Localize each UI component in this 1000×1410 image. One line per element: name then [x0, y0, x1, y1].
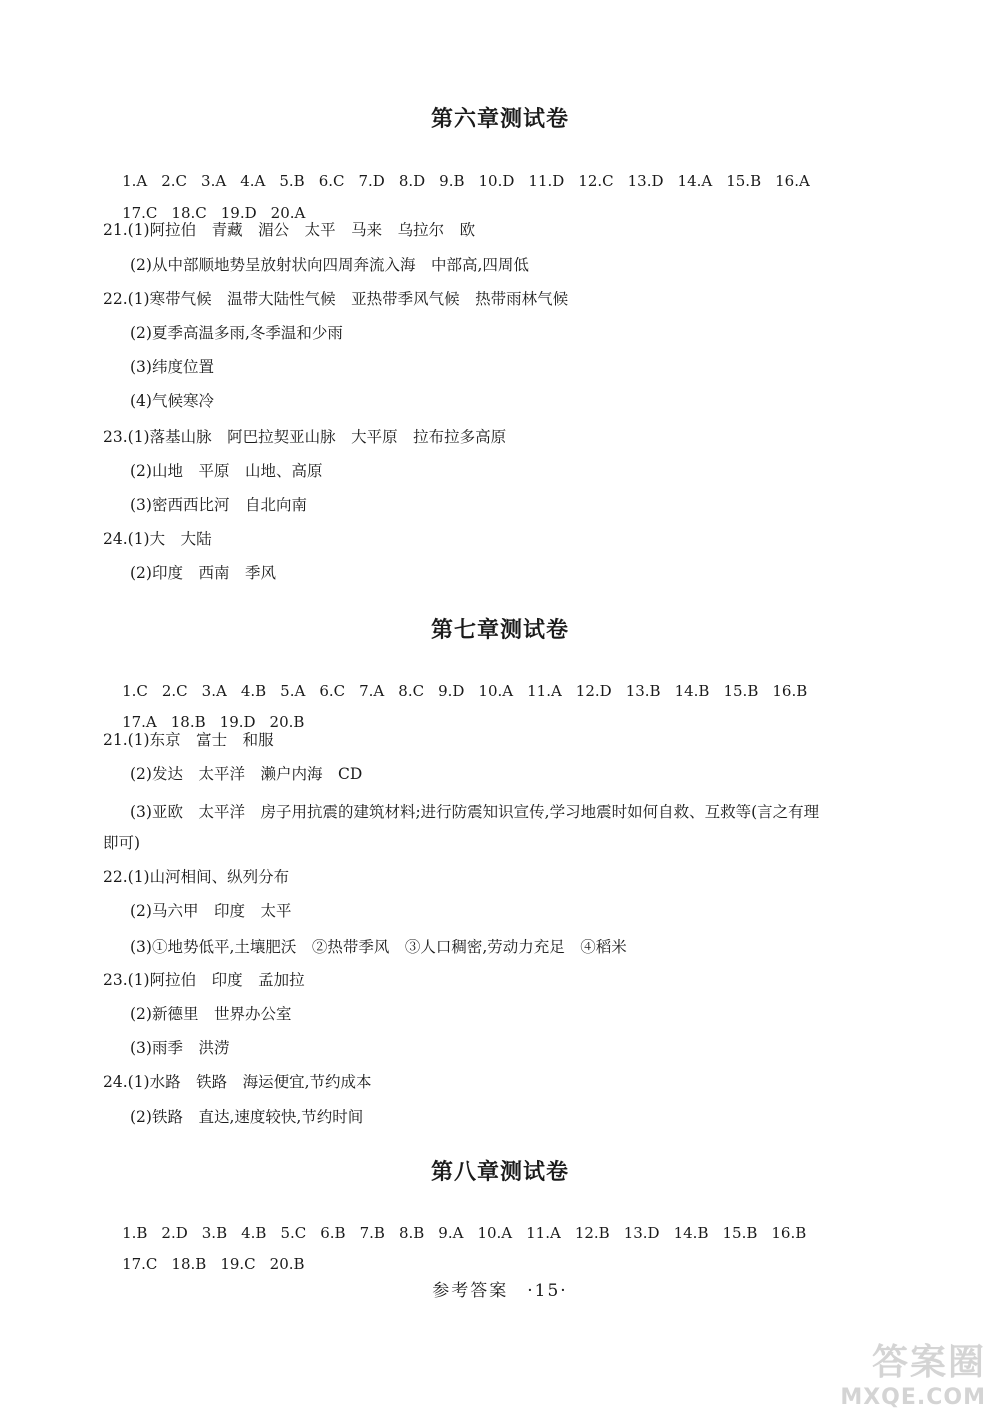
- mc-answer: 3.B: [201, 1224, 228, 1242]
- answer-line: (2)新德里 世界办公室: [130, 1005, 292, 1023]
- mc-answer: 14.B: [674, 682, 710, 700]
- mc-answer: 18.C: [171, 204, 207, 222]
- mc-answer: 13.D: [627, 172, 664, 190]
- answer-line: 即可): [103, 834, 141, 852]
- mc-answer: 7.A: [359, 682, 385, 700]
- mc-answer: 8.C: [398, 682, 425, 700]
- watermark-logo: [801, 1334, 986, 1410]
- mc-answer: 20.B: [269, 713, 305, 731]
- answer-line: 23.(1)落基山脉 阿巴拉契亚山脉 大平原 拉布拉多高原: [103, 428, 507, 446]
- mc-answer: 7.D: [358, 172, 385, 190]
- mc-answer: 6.C: [318, 172, 345, 190]
- mc-answer: 1.C: [122, 682, 148, 700]
- mc-answer: 15.B: [726, 172, 762, 190]
- mc-answer: 18.B: [170, 713, 206, 731]
- answer-line: (2)铁路 直达,速度较快,节约时间: [130, 1108, 364, 1126]
- mc-answer: 19.C: [220, 1255, 256, 1273]
- answer-line: (2)夏季高温多雨,冬季温和少雨: [130, 324, 343, 342]
- mc-answer: 15.B: [722, 1224, 758, 1242]
- mc-answer: 8.B: [398, 1224, 425, 1242]
- mc-answer: 2.D: [161, 1224, 188, 1242]
- mc-answer: 16.B: [771, 1224, 807, 1242]
- answer-line: (3)密西西比河 自北向南: [130, 496, 307, 514]
- mc-answer: 19.D: [220, 204, 257, 222]
- answer-line: (3)雨季 洪涝: [130, 1039, 230, 1057]
- mc-answer: 13.B: [625, 682, 661, 700]
- answer-line: 21.(1)阿拉伯 青藏 湄公 太平 马来 乌拉尔 欧: [103, 221, 476, 239]
- answer-line: (2)印度 西南 季风: [130, 564, 276, 582]
- answer-line: (2)山地 平原 山地、高原: [130, 462, 323, 480]
- mc-answer: 9.D: [438, 682, 465, 700]
- mc-answer: 1.A: [122, 172, 148, 190]
- mc-answer: 12.D: [575, 682, 612, 700]
- answer-line: (4)气候寒冷: [130, 392, 214, 410]
- answer-line: (3)纬度位置: [130, 358, 214, 376]
- mc-answer: 6.C: [319, 682, 346, 700]
- mc-answer: 9.A: [438, 1224, 464, 1242]
- watermark-text: 答案圈: [871, 1342, 986, 1383]
- mc-answer: 5.A: [280, 682, 306, 700]
- mc-answer: 4.B: [240, 682, 267, 700]
- section-title: 第八章测试卷: [430, 1160, 569, 1185]
- mc-answer: 16.A: [775, 172, 810, 190]
- mc-answer: 1.B: [122, 1224, 148, 1242]
- mc-answer: 4.A: [240, 172, 266, 190]
- mc-answer: 14.A: [677, 172, 713, 190]
- mc-answer: 2.C: [161, 682, 188, 700]
- mc-answer: 12.C: [578, 172, 614, 190]
- mc-answer: 16.B: [772, 682, 808, 700]
- mc-answer: 9.B: [439, 172, 465, 190]
- answer-line: 23.(1)阿拉伯 印度 孟加拉: [103, 971, 305, 989]
- mc-answer: 10.A: [478, 682, 514, 700]
- answer-line: (3)①地势低平,土壤肥沃 ②热带季风 ③人口稠密,劳动力充足 ④稻米: [130, 938, 627, 956]
- answer-line: 22.(1)寒带气候 温带大陆性气候 亚热带季风气候 热带雨林气候: [103, 290, 569, 308]
- section-title: 第六章测试卷: [430, 107, 569, 132]
- mc-answer: 15.B: [723, 682, 759, 700]
- answer-line: (3)亚欧 太平洋 房子用抗震的建筑材料;进行防震知识宣传,学习地震时如何自救、互救等(言之有理: [130, 803, 820, 821]
- mc-answer: 11.A: [526, 1224, 561, 1242]
- answer-line: (2)马六甲 印度 太平: [130, 902, 292, 920]
- page-footer: 参考答案 ·15·: [432, 1281, 568, 1301]
- mc-answer: 17.A: [122, 713, 157, 731]
- mc-answer: 14.B: [673, 1224, 709, 1242]
- mc-answer: 2.C: [161, 172, 188, 190]
- answer-line: (2)发达 太平洋 濑户内海 CD: [130, 765, 363, 783]
- mc-answer: 11.A: [527, 682, 562, 700]
- mc-answer: 8.D: [398, 172, 426, 190]
- mc-answer: 18.B: [171, 1255, 207, 1273]
- answer-line: (2)从中部顺地势呈放射状向四周奔流入海 中部高,四周低: [130, 256, 529, 274]
- mc-answer: 6.B: [320, 1224, 346, 1242]
- mc-answer: 3.A: [201, 682, 227, 700]
- mc-answer: 4.B: [241, 1224, 267, 1242]
- watermark-url: MXQE.COM: [840, 1385, 986, 1410]
- section-title: 第七章测试卷: [430, 618, 569, 643]
- mc-answer: 20.B: [269, 1255, 305, 1273]
- answer-line: 21.(1)东京 富士 和服: [103, 731, 274, 749]
- answer-line: 24.(1)水路 铁路 海运便宜,节约成本: [103, 1073, 372, 1091]
- mc-answer: 3.A: [201, 172, 227, 190]
- mc-answer: 5.C: [280, 1224, 307, 1242]
- mc-answer: 17.C: [122, 1255, 158, 1273]
- mc-answer: 10.A: [477, 1224, 513, 1242]
- mc-answer: 11.D: [528, 172, 565, 190]
- mc-answer: 12.B: [574, 1224, 610, 1242]
- mc-answer: 13.D: [623, 1224, 660, 1242]
- mc-answer: 19.D: [219, 713, 256, 731]
- answer-line: 22.(1)山河相间、纵列分布: [103, 868, 290, 886]
- mc-answer: 20.A: [270, 204, 306, 222]
- mc-answer: 5.B: [279, 172, 305, 190]
- mc-answer: 17.C: [122, 204, 158, 222]
- answer-line: 24.(1)大 大陆: [103, 530, 212, 548]
- mc-answer: 7.B: [359, 1224, 385, 1242]
- mc-answer: 10.D: [478, 172, 515, 190]
